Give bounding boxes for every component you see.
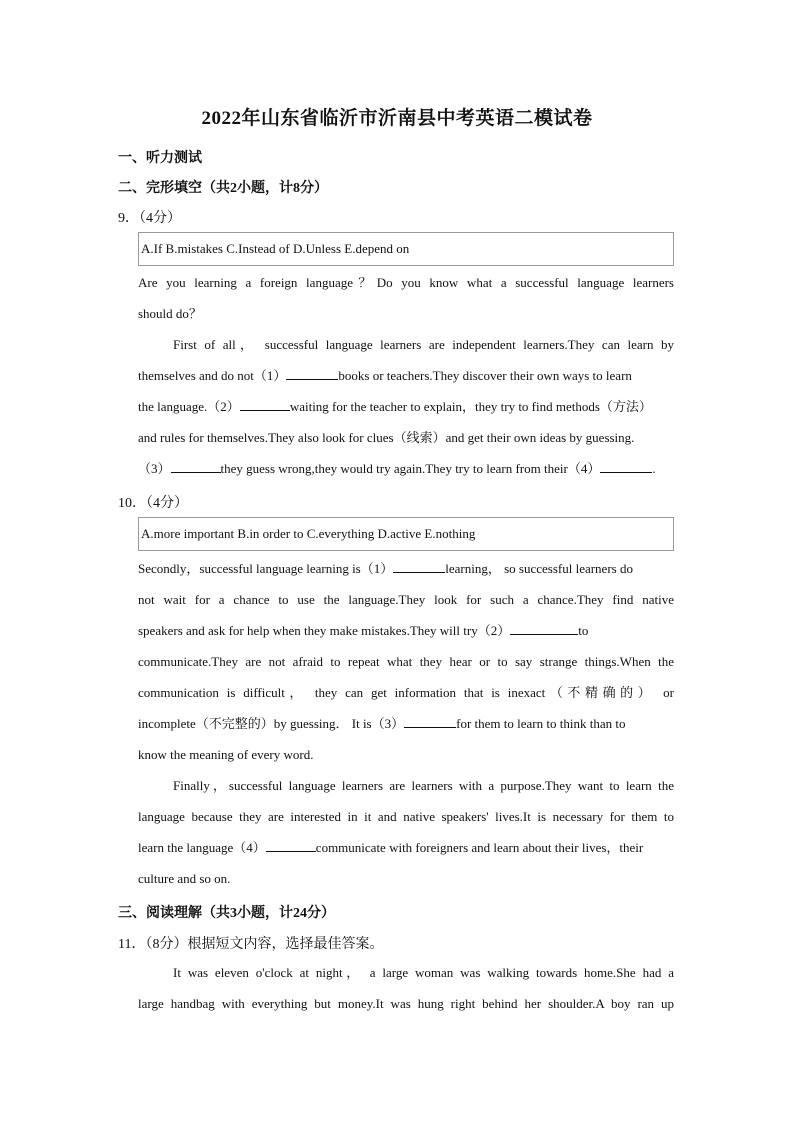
q10-text-line (138, 714, 674, 734)
q10-text-fragment: learning， so successful learners do (445, 561, 633, 576)
section-cloze-heading: 二、完形填空（共2小题，计8分） (118, 181, 328, 196)
q9-text-fragment: themselves and do not（1） (138, 368, 287, 383)
q10-text-line (138, 621, 674, 641)
q10-text-fragment: incomplete（不完整的）by guessing． It is（3） (138, 716, 405, 731)
q9-text-fragment: （3） (138, 461, 171, 476)
q10-text-line: language because they are interested in it and native speakers' lives.It is necessary for them to (138, 809, 674, 824)
q9-text-line (138, 397, 674, 417)
q10-text-fragment: learn the language（4） (138, 840, 266, 855)
q11-text-line: It was eleven o'clock at night， a large woman was walking towards home.She had a (173, 965, 674, 980)
q10-text-fragment: communicate with foreigners and learn about their lives，their (315, 840, 644, 855)
q9-text-line (138, 459, 674, 479)
section-reading-heading: 三、阅读理解（共3小题，计24分） (118, 906, 335, 921)
answer-blank-10-3[interactable] (404, 715, 456, 728)
exam-title: 2022年山东省临沂市沂南县中考英语二模试卷 (201, 108, 593, 129)
question-11-number: 11．（8分）根据短文内容，选择最佳答案。 (118, 937, 384, 952)
answer-blank-10-4[interactable] (266, 839, 316, 852)
q10-text-line (138, 559, 674, 579)
q9-text-fragment: the language.（2） (138, 399, 240, 414)
q9-text-line: and rules for themselves.They also look for clues（线索）and get their own ideas by guessing. (138, 430, 635, 445)
q9-text-fragment: waiting for the teacher to explain，they try to find methods（方法） (289, 399, 652, 414)
q10-text-line: Finally，successful language learners are learners with a purpose.They want to learn the (173, 778, 674, 793)
question-10-number: 10．（4分） (118, 496, 188, 511)
question-10-options-box: A.more important B.in order to C.everything D.active E.nothing (138, 517, 674, 551)
q9-text-line: First of all， successful language learners are independent learners.They can learn by (173, 337, 674, 352)
q10-text-fragment: for them to learn to think than to (456, 716, 626, 731)
answer-blank-9-1[interactable] (286, 367, 338, 380)
q9-text-line: Are you learning a foreign language？Do you know what a successful language learners (138, 275, 674, 290)
question-9-number: 9．（4分） (118, 211, 181, 226)
q9-text-fragment: . (652, 461, 656, 476)
q10-text-line: communication is difficult， they can get information that is inexact（不精确的） or (138, 685, 674, 700)
q10-text-line (138, 838, 674, 858)
question-9-options-box: A.If B.mistakes C.Instead of D.Unless E.depend on (138, 232, 674, 266)
answer-blank-9-4[interactable] (600, 460, 652, 473)
answer-blank-10-2[interactable] (510, 622, 578, 635)
q10-text-line: know the meaning of every word. (138, 747, 314, 762)
q9-text-line: should do？ (138, 306, 202, 321)
q9-text-fragment: they guess wrong,they would try again.They try to learn from their（4） (220, 461, 601, 476)
q9-text-line (138, 366, 674, 386)
q10-text-fragment: Secondly，successful language learning is（1） (138, 561, 394, 576)
answer-blank-9-2[interactable] (240, 398, 290, 411)
q10-text-line: communicate.They are not afraid to repeat what they hear or to say strange things.When the (138, 654, 674, 669)
q10-text-fragment: to (578, 623, 589, 638)
section-listening-heading: 一、听力测试 (118, 151, 202, 166)
q10-text-fragment: speakers and ask for help when they make mistakes.They will try（2） (138, 623, 511, 638)
answer-blank-10-1[interactable] (393, 560, 445, 573)
q10-text-line: culture and so on. (138, 871, 231, 886)
q11-text-line: large handbag with everything but money.It was hung right behind her shoulder.A boy ran up (138, 996, 674, 1011)
q10-text-line: not wait for a chance to use the language.They look for such a chance.They find native (138, 592, 674, 607)
q9-text-fragment: books or teachers.They discover their own ways to learn (338, 368, 632, 383)
answer-blank-9-3[interactable] (171, 460, 221, 473)
